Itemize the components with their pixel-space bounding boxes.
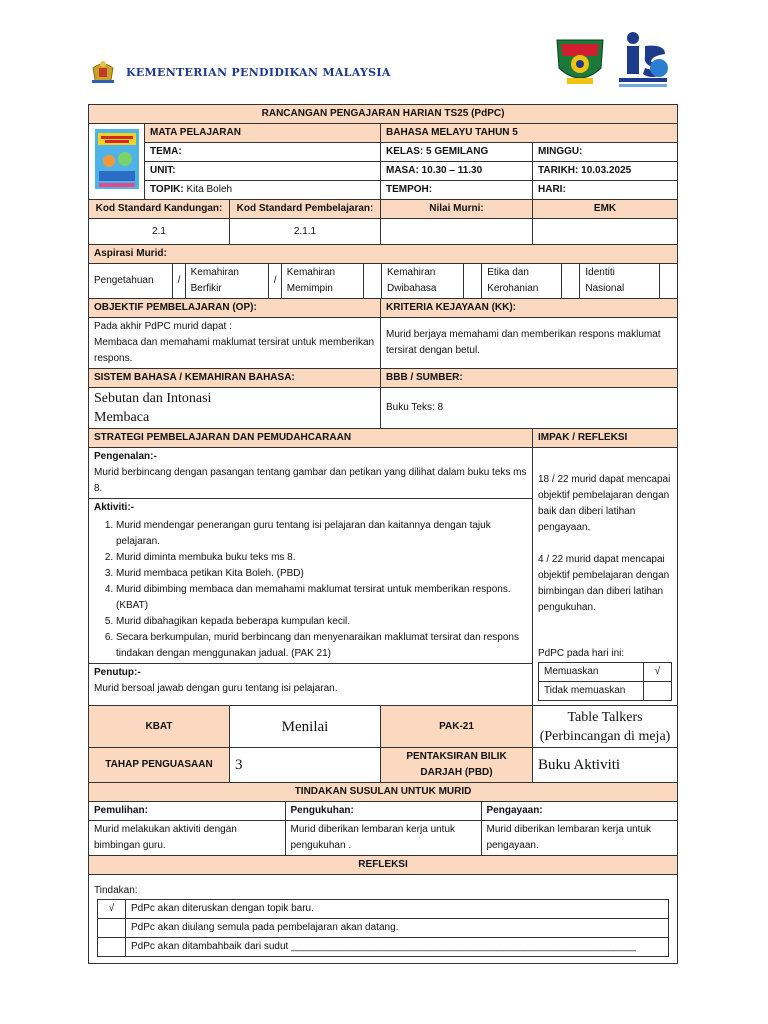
aspirasi-5-label: Identiti Nasional <box>580 264 660 298</box>
pbd-value: Buku Aktiviti <box>533 748 678 783</box>
ksk-label: Kod Standard Kandungan: <box>89 200 230 219</box>
minggu-text: MINGGU: <box>533 143 678 162</box>
penutup-block <box>89 664 532 698</box>
aspirasi-row <box>89 264 678 299</box>
sb-label: SISTEM BAHASA / KEMAHIRAN BAHASA: <box>89 369 381 388</box>
aspirasi-0-mark: / <box>173 264 185 298</box>
pemulihan-label: Pemulihan: <box>89 802 285 821</box>
susulan-table <box>89 802 678 855</box>
kk-text: Murid berjaya memahami dan memberikan respons maklumat tersirat dengan betul. <box>381 318 678 369</box>
memuaskan-mark: √ <box>644 663 672 682</box>
kbat-label: KBAT <box>89 706 230 748</box>
memuaskan-label: Memuaskan <box>539 663 644 682</box>
textbook-cover-image <box>95 129 139 189</box>
topik-value: Kita Boleh <box>186 184 233 195</box>
aktiviti-item: 6. Secara berkumpulan, murid berbincang dan menyenaraikan maklumat tersirat dan respons tindakan dengan menggunakan jadual. (PAK 21) <box>116 630 527 662</box>
tindakan-text-2: PdPc akan ditambahbaik dari sudut ______________________________________________________________ <box>126 938 669 957</box>
aspirasi-2-mark <box>363 264 381 298</box>
aspirasi-1-mark: / <box>269 264 281 298</box>
aspirasi-3-mark <box>463 264 481 298</box>
aktiviti-block <box>89 499 532 664</box>
penutup-label: Penutup:- <box>94 667 141 678</box>
topik-cell <box>145 181 381 200</box>
aspirasi-table <box>89 264 677 298</box>
refleksi-label: REFLEKSI <box>89 856 678 875</box>
tema-label: TEMA: <box>145 143 381 162</box>
bbb-value: Buku Teks: 8 <box>381 388 678 429</box>
tindakan-text-0: PdPc akan diteruskan dengan topik baru. <box>126 900 669 919</box>
sb-value <box>89 388 381 429</box>
ministry-name: KEMENTERIAN PENDIDIKAN MALAYSIA <box>126 66 391 79</box>
aspirasi-4-mark <box>561 264 579 298</box>
nilai-label: Nilai Murni: <box>381 200 533 219</box>
op-label: OBJEKTIF PEMBELAJARAN (OP): <box>89 299 381 318</box>
school-shield-logo <box>553 34 607 88</box>
pengukuhan-text: Murid diberikan lembaran kerja untuk pengukuhan . <box>285 821 481 856</box>
tidak-memuaskan-mark <box>644 682 672 701</box>
op-line-1: Pada akhir PdPC murid dapat : <box>94 321 232 332</box>
tarikh-text: TARIKH: 10.03.2025 <box>533 162 678 181</box>
tindakan-cell <box>89 875 678 964</box>
subject-label: MATA PELAJARAN <box>145 124 381 143</box>
tindakan-mark-1 <box>98 919 126 938</box>
susulan-label: TINDAKAN SUSULAN UNTUK MURID <box>89 783 678 802</box>
aspirasi-label: Aspirasi Murid: <box>89 245 678 264</box>
pengayaan-label: Pengayaan: <box>481 802 678 821</box>
ksp-label: Kod Standard Pembelajaran: <box>230 200 381 219</box>
impak-label: IMPAK / REFLEKSI <box>533 429 678 448</box>
impak-cell <box>533 448 678 706</box>
aspirasi-2-label: Kemahiran Memimpin <box>281 264 363 298</box>
aktiviti-item: 4. Murid dibimbing membaca dan memahami maklumat tersirat untuk memberikan respons. (KBAT) <box>116 582 527 614</box>
rph-table <box>88 104 678 964</box>
strategi-label: STRATEGI PEMBELAJARAN DAN PEMUDAHCARAAN <box>89 429 533 448</box>
tindakan-mark-0: √ <box>98 900 126 919</box>
bbb-label: BBB / SUMBER: <box>381 369 678 388</box>
aktiviti-item: 5. Murid dibahagikan kepada beberapa kumpulan kecil. <box>116 614 527 630</box>
pengenalan-block <box>89 448 532 499</box>
pengenalan-text: Murid berbincang dengan pasangan tentang gambar dan petikan yang dilihat dalam buku teks ms 8. <box>94 467 527 494</box>
pak-value: Table Talkers (Perbincangan di meja) <box>533 706 678 748</box>
masa-text: MASA: 10.30 – 11.30 <box>381 162 533 181</box>
emk-label: EMK <box>533 200 678 219</box>
emk-value <box>533 219 678 245</box>
tindakan-label: Tindakan: <box>94 885 138 896</box>
kk-label: KRITERIA KEJAYAAN (KK): <box>381 299 678 318</box>
tidak-memuaskan-label: Tidak memuaskan <box>539 682 644 701</box>
doc-title: RANCANGAN PENGAJARAN HARIAN TS25 (PdPC) <box>89 105 678 124</box>
tempoh-text: TEMPOH: <box>381 181 533 200</box>
kbat-value: Menilai <box>230 706 381 748</box>
pemulihan-text: Murid melakukan aktiviti dengan bimbingan guru. <box>89 821 285 856</box>
impak-text-1: 18 / 22 murid dapat mencapai objektif pembelajaran dengan baik dan diberi latihan pengayaan. <box>538 474 671 533</box>
penutup-text: Murid bersoal jawab dengan guru tentang isi pelajaran. <box>94 683 338 694</box>
nilai-value <box>381 219 533 245</box>
strategi-cell <box>89 448 533 706</box>
pak-label: PAK-21 <box>381 706 533 748</box>
pengenalan-label: Pengenalan:- <box>94 451 157 462</box>
ksp-value: 2.1.1 <box>230 219 381 245</box>
hari-text: HARI: <box>533 181 678 200</box>
ts25-logo <box>615 30 671 90</box>
coat-of-arms-icon <box>90 58 116 86</box>
impak-text-2: 4 / 22 murid dapat mencapai objektif pembelajaran dengan bimbingan dan diberi latihan pengukuhan. <box>538 554 670 613</box>
aspirasi-3-label: Kemahiran Dwibahasa <box>381 264 463 298</box>
tindakan-mark-2 <box>98 938 126 957</box>
op-cell <box>89 318 381 369</box>
page-header <box>0 0 768 100</box>
aspirasi-0-label: Pengetahuan <box>89 264 173 298</box>
pengayaan-text: Murid diberikan lembaran kerja untuk pengayaan. <box>481 821 678 856</box>
aspirasi-5-mark <box>660 264 677 298</box>
aspirasi-4-label: Etika dan Kerohanian <box>482 264 562 298</box>
subject-value: BAHASA MELAYU TAHUN 5 <box>381 124 678 143</box>
tahap-label: TAHAP PENGUASAAN <box>89 748 230 783</box>
aktiviti-item: 3. Murid membaca petikan Kita Boleh. (PBD) <box>116 566 527 582</box>
pdpc-hari-label: PdPC pada hari ini: <box>538 648 625 659</box>
aspirasi-1-label: Kemahiran Berfikir <box>185 264 269 298</box>
tindakan-table <box>97 899 669 957</box>
aktiviti-item: 1. Murid mendengar penerangan guru tentang isi pelajaran dan kaitannya dengan tajuk pelajaran. <box>116 518 527 550</box>
ksk-value: 2.1 <box>89 219 230 245</box>
pengukuhan-label: Pengukuhan: <box>285 802 481 821</box>
sb-value-text: Sebutan dan Intonasi Membaca <box>94 391 212 425</box>
aktiviti-item: 2. Murid diminta membuka buku teks ms 8. <box>116 550 527 566</box>
textbook-cover <box>89 124 145 200</box>
kelas-text: KELAS: 5 GEMILANG <box>381 143 533 162</box>
topik-label: TOPIK: <box>150 184 184 195</box>
pbd-label: PENTAKSIRAN BILIK DARJAH (PBD) <box>381 748 533 783</box>
aktiviti-list <box>94 518 527 662</box>
susulan-row <box>89 802 678 856</box>
aktiviti-label: Aktiviti:- <box>94 502 134 513</box>
pdpc-status-table <box>538 662 672 701</box>
tindakan-text-1: PdPc akan diulang semula pada pembelajaran akan datang. <box>126 919 669 938</box>
unit-label: UNIT: <box>145 162 381 181</box>
op-line-2: Membaca dan memahami maklumat tersirat untuk memberikan respons. <box>94 337 375 364</box>
tahap-value: 3 <box>230 748 381 783</box>
